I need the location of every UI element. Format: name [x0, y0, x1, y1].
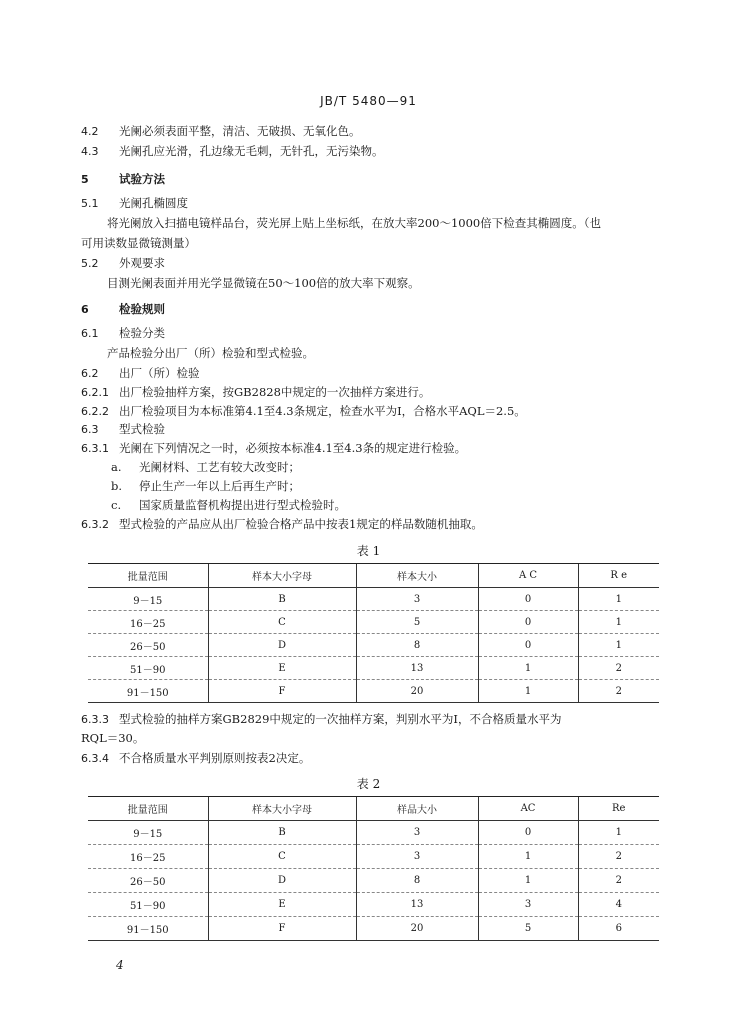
paragraph-line: 目测光阑表面并用光学显微镜在50～100倍的放大率下观察。: [107, 276, 420, 290]
table-cell: 1: [578, 611, 659, 634]
clause-number: 6.3: [81, 423, 99, 436]
table-cell: 2: [578, 845, 659, 869]
table-cell: 0: [478, 634, 578, 657]
table-2-header-cell: 样品大小: [356, 797, 478, 821]
table-row: [88, 634, 659, 657]
clause-number: 6.1: [81, 327, 99, 340]
clause-number: 6.2.1: [81, 386, 109, 399]
clause-number: 5.1: [81, 197, 99, 210]
table-cell: B: [208, 821, 356, 845]
clause-number: 5.2: [81, 257, 99, 270]
clause-6-3-2: [81, 517, 483, 532]
table-cell: 1: [578, 634, 659, 657]
table-cell: 9－15: [88, 588, 208, 611]
table-cell: 91－150: [88, 680, 208, 703]
table-1-header-cell: 样本大小: [356, 564, 478, 588]
table-cell: 3: [356, 821, 478, 845]
clause-6-3-4: [81, 751, 310, 766]
clause-number: 4.2: [81, 125, 99, 138]
table-cell: 51－90: [88, 657, 208, 680]
table-cell: 0: [478, 588, 578, 611]
paragraph-line: 产品检验分出厂（所）检验和型式检验。: [107, 346, 314, 360]
table-row: [88, 869, 659, 893]
section-number: 5: [81, 173, 89, 186]
table-cell: 91－150: [88, 917, 208, 941]
clause-text: 型式检验的产品应从出厂检验合格产品中按表1规定的样品数随机抽取。: [119, 517, 483, 531]
table-2-header-cell: 样本大小字母: [208, 797, 356, 821]
clause-4-3: [81, 144, 384, 159]
clause-number: 6.2.2: [81, 405, 109, 418]
table-cell: 3: [356, 588, 478, 611]
clause-5-2: [81, 256, 165, 271]
page-header: JB/T 5480—91: [320, 94, 417, 108]
table-row: [88, 611, 659, 634]
table-row: [88, 680, 659, 703]
table-cell: 51－90: [88, 893, 208, 917]
section-title: 试验方法: [119, 172, 165, 186]
clause-text: 光阑在下列情况之一时，必须按本标准4.1至4.3条的规定进行检验。: [119, 441, 467, 455]
table-cell: B: [208, 588, 356, 611]
table-cell: 8: [356, 634, 478, 657]
paragraph-line: RQL＝30。: [81, 731, 145, 745]
clause-4-2: [81, 124, 361, 139]
table-cell: 1: [478, 657, 578, 680]
table-cell: 26－50: [88, 634, 208, 657]
clause-number: 6.3.1: [81, 442, 109, 455]
table-cell: 0: [478, 611, 578, 634]
table-cell: 16－25: [88, 611, 208, 634]
clause-text: 出厂（所）检验: [119, 366, 200, 380]
list-marker: b.: [111, 479, 123, 493]
list-text: 停止生产一年以上后再生产时；: [139, 479, 300, 493]
table-2-caption: 表 2: [356, 777, 381, 791]
clause-text: 光阑孔椭圆度: [119, 196, 188, 210]
section-5-heading: [81, 172, 165, 187]
table-cell: 26－50: [88, 869, 208, 893]
clause-text: 光阑孔应光滑，孔边缘无毛刺，无针孔，无污染物。: [119, 144, 384, 158]
table-row: [88, 845, 659, 869]
table-1-header-cell: R e: [578, 564, 659, 588]
clause-6-2-2: [81, 404, 526, 419]
list-text: 光阑材料、工艺有较大改变时；: [139, 460, 300, 474]
list-marker: c.: [111, 498, 122, 512]
section-6-heading: [81, 302, 165, 317]
table-cell: F: [208, 680, 356, 703]
table-cell: 0: [478, 821, 578, 845]
table-cell: 3: [356, 845, 478, 869]
list-item-b: [111, 479, 300, 493]
table-cell: 16－25: [88, 845, 208, 869]
table-cell: 1: [478, 869, 578, 893]
list-item-c: [111, 498, 346, 512]
clause-6-3-1: [81, 441, 466, 456]
table-cell: 8: [356, 869, 478, 893]
clause-6-1: [81, 326, 165, 341]
clause-text: 不合格质量水平判别原则按表2决定。: [119, 751, 311, 765]
table-cell: E: [208, 657, 356, 680]
table-cell: C: [208, 845, 356, 869]
table-cell: 5: [478, 917, 578, 941]
table-cell: 2: [578, 680, 659, 703]
table-cell: E: [208, 893, 356, 917]
table-1-header-cell: 样本大小字母: [208, 564, 356, 588]
table-cell: 9－15: [88, 821, 208, 845]
table-cell: 20: [356, 917, 478, 941]
table-cell: C: [208, 611, 356, 634]
table-cell: 1: [478, 680, 578, 703]
clause-text: 出厂检验项目为本标准第4.1至4.3条规定，检查水平为Ⅰ，合格水平AQL＝2.5。: [119, 404, 526, 418]
clause-6-3: [81, 422, 165, 437]
table-1-caption: 表 1: [356, 544, 381, 558]
clause-6-2: [81, 366, 200, 381]
clause-number: 6.3.2: [81, 518, 109, 531]
clause-text: 检验分类: [119, 326, 165, 340]
table-cell: F: [208, 917, 356, 941]
clause-6-3-3: [81, 712, 561, 727]
table-cell: 1: [578, 821, 659, 845]
clause-number: 4.3: [81, 145, 99, 158]
clause-number: 6.2: [81, 367, 99, 380]
table-row: [88, 821, 659, 845]
clause-6-2-1: [81, 385, 430, 400]
table-cell: 13: [356, 657, 478, 680]
table-cell: 13: [356, 893, 478, 917]
table-1-header-cell: 批量范围: [88, 564, 208, 588]
table-row: [88, 657, 659, 680]
list-item-a: [111, 460, 300, 474]
table-2-header-cell: AC: [478, 797, 578, 821]
table-row: [88, 588, 659, 611]
paragraph-line: 可用读数显微镜测量）: [81, 236, 196, 250]
section-number: 6: [81, 303, 89, 316]
table-cell: 1: [478, 845, 578, 869]
table-row: [88, 917, 659, 941]
section-title: 检验规则: [119, 302, 165, 316]
table-cell: D: [208, 869, 356, 893]
table-cell: D: [208, 634, 356, 657]
clause-number: 6.3.3: [81, 713, 109, 726]
list-marker: a.: [111, 460, 122, 474]
table-cell: 1: [578, 588, 659, 611]
clause-5-1: [81, 196, 188, 211]
table-cell: 4: [578, 893, 659, 917]
clause-text: 光阑必须表面平整，清洁、无破损、无氧化色。: [119, 124, 361, 138]
table-cell: 2: [578, 657, 659, 680]
clause-text: 型式检验的抽样方案GB2829中规定的一次抽样方案，判别水平为Ⅰ，不合格质量水平为: [119, 712, 562, 726]
page-number: 4: [116, 958, 124, 972]
table-1: [88, 563, 659, 703]
clause-text: 型式检验: [119, 422, 165, 436]
clause-number: 6.3.4: [81, 752, 109, 765]
paragraph-line: 将光阑放入扫描电镜样品台，荧光屏上贴上坐标纸，在放大率200～1000倍下检查其椭圆度。（也: [107, 216, 601, 230]
table-2-header-cell: Re: [578, 797, 659, 821]
table-row: [88, 893, 659, 917]
list-text: 国家质量监督机构提出进行型式检验时。: [139, 498, 346, 512]
table-cell: 6: [578, 917, 659, 941]
table-cell: 20: [356, 680, 478, 703]
table-2: [88, 796, 659, 941]
table-2-header-cell: 批量范围: [88, 797, 208, 821]
table-cell: 3: [478, 893, 578, 917]
table-cell: 2: [578, 869, 659, 893]
table-1-header-cell: A C: [478, 564, 578, 588]
clause-text: 外观要求: [119, 256, 165, 270]
clause-text: 出厂检验抽样方案，按GB2828中规定的一次抽样方案进行。: [119, 385, 431, 399]
table-cell: 5: [356, 611, 478, 634]
